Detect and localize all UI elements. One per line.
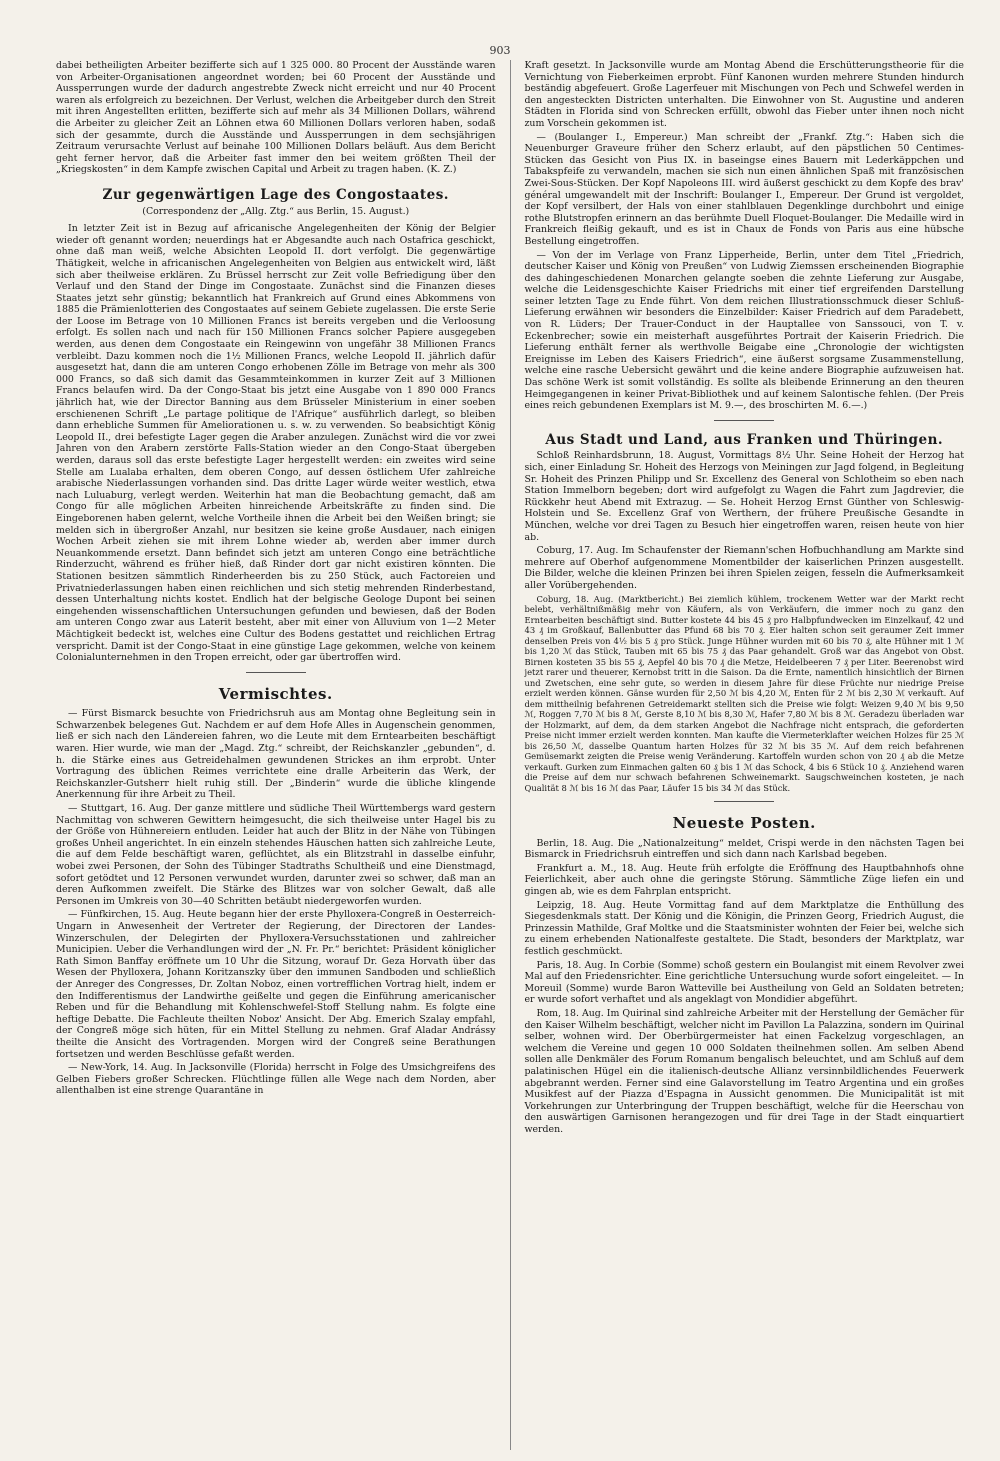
article-strikes-end: dabei betheiligten Arbeiter bezifferte sich auf 1 325 000. 80 Procent der Ausstände waren von Arbeiter-Organisationen angeordnet worden; bei 60 Procent der Ausstände und Aussperrungen wurde der dadurch angestrebte Zweck nicht erreicht und nur 40 Procent waren als erfolgreich zu bezeichnen. Der Verlust, welchen die Arbeitgeber durch den Streit mit ihren Angestellten erlitten, bezifferte sich auf mehr als 34 Millionen Dollars, während die Arbeiter zu gleicher Zeit an Löhnen etwa 60 Millionen Dollars verloren haben, sodaß sich der gesammte, durch die Ausstände und Aussperrungen in dem sechsjährigen Zeitraum verursachte Verlust auf beinahe 100 Millionen Dollars beläuft. Aus dem Bericht geht ferner hervor, daß die Arbeiter fast immer den bei weitem größten Theil der „Kriegskosten“ in dem Kampfe zwischen Capital und Arbeit zu tragen haben. (K. Z.): [56, 60, 496, 176]
columns: [56, 60, 964, 1450]
divider: [714, 801, 774, 802]
news-rom: Rom, 18. Aug. Im Quirinal sind zahlreiche Arbeiter mit der Herstellung der Gemächer für den Kaiser Wilhelm beschäftigt, welcher nicht im Pavillon La Palazzina, sondern im Quirinal selber, wohnen wird. Der Oberbürgermeister hat einen Fackelzug vorgeschlagen, an welchem die Vereine und gegen 10 000 Soldaten theilnehmen sollen. Am selben Abend sollen alle Denkmäler des Forum Romanum bengalisch beleuchtet, und am Schluß auf dem palatinischen Hügel ein die italienisch-deutsche Allianz versinnbildlichendes Feuerwerk abgebrannt werden. Ferner sind eine Galavorstellung im Teatro Argentina und ein großes Musikfest auf der Piazza d'Espagna in Aussicht genommen. Die Municipalität ist mit Vorkehrungen zur Unterbringung der Truppen beschäftigt, welche für die Heerschau von den auswärtigen Garnisonen herangezogen und für drei Tage in der Stadt einquartiert werden.: [524, 1007, 964, 1135]
article-coburg-1: Coburg, 17. Aug. Im Schaufenster der Riemann'schen Hofbuchhandlung am Markte sind mehrere auf Oberhof aufgenommene Momentbilder der kaiserlichen Prinzen ausgestellt. Die Bilder, welche die kleinen Prinzen bei ihren Spielen zeigen, fesseln die Aufmerksamkeit aller Vorübergehenden.: [524, 545, 964, 591]
article-boulanger: — (Boulanger I., Empereur.) Man schreibt der „Frankf. Ztg.“: Haben sich die Neuenburger Graveure früher den Scherz erlaubt, auf den päpstlichen 50 Centimes-Stücken das Gesicht von Pius IX. in baseingse eines Bauern mit Lederkäppchen und Tabakspfeife zu verwandeln, machen sie sich nun einen ähnlichen Spaß mit französischen Zwei-Sous-Stücken. Der Kopf Napoleons III. wird äußerst geschickt zu dem Kopfe des brav' général umgewandelt mit der Inschrift: Boulanger I., Empereur. Der Grund ist vergoldet, der Kopf versilbert, der Hals von einer stahlblauen Degenklinge durchbohrt und einige rothe Blutstropfen erinnern an das berühmte Duell Floquet-Boulanger. Die Medaille wird in Frankreich fleißig gekauft, und es ist in Chaux de Fonds von Paris aus eine hübsche Bestellung eingetroffen.: [524, 131, 964, 247]
column-rule: [510, 60, 511, 1450]
dateline-congo: (Correspondenz der „Allg. Ztg.“ aus Berlin, 15. August.): [142, 205, 410, 217]
article-coburg-market: Coburg, 18. Aug. (Marktbericht.) Bei ziemlich kühlem, trockenem Wetter war der Markt recht belebt, verhältnißmäßig mehr von Käufern, als von Verkäufern, die immer noch zu ganz den Erntearbeiten beschäftigt sind. Butter kostete 44 bis 45 ₰ pro Halbpfundwecken im Einzelkauf, 42 und 43 ₰ im Großkauf, Ballenbutter das Pfund 68 bis 70 ₰. Eier halten schon seit geraumer Zeit immer denselben Preis von 4½ bis 5 ₰ pro Stück. Junge Hühner wurden mit 60 bis 70 ₰, alte Hühner mit 1 ℳ bis 1,20 ℳ das Stück, Tauben mit 65 bis 75 ₰ das Paar gehandelt. Groß war das Angebot von Obst. Birnen kosteten 35 bis 55 ₰, Aepfel 40 bis 70 ₰ die Metze, Heidelbeeren 7 ₰ per Liter. Beerenobst wird jetzt rarer und theuerer, Kernobst tritt in die Saison. Da die Ernte, namentlich hinsichtlich der Birnen und Zwetschen, eine sehr gute, so werden in diesem Jahre für diese Früchte nur niedrige Preise erzielt werden können. Gänse wurden für 2,50 ℳ bis 4,20 ℳ, Enten für 2 ℳ bis 2,30 ℳ verkauft. Auf dem mittheilnig befahrenen Getreidemarkt stellten sich die Preise wie folgt: Weizen 9,40 ℳ bis 9,50 ℳ, Roggen 7,70 ℳ bis 8 ℳ, Gerste 8,10 ℳ bis 8,30 ℳ, Hafer 7,80 ℳ bis 8 ℳ. Geradezu überladen war der Holzmarkt, auf dem, da dem starken Angebot die Nachfrage nicht entsprach, die geforderten Preise nicht immer erzielt werden konnten. Man kaufte die Viermeterklafter weichen Holzes für 25 ℳ bis 26,50 ℳ, dasselbe Quantum harten Holzes für 32 ℳ bis 35 ℳ. Auf dem reich befahrenen Gemüsemarkt zeigten die Preise wenig Veränderung. Kartoffeln wurden schon von 20 ₰ ab die Metze verkauft. Gurken zum Einmachen galten 60 ₰ bis 1 ℳ das Schock, 4 bis 6 Stück 10 ₰. Anziehend waren die Preise auf dem nur schwach befahrenen Schweinemarkt. Saugschweinchen kosteten, je nach Qualität 8 ℳ bis 16 ℳ das Paar, Läufer 15 bis 34 ℳ das Stück.: [524, 593, 964, 793]
article-biography: — Von der im Verlage von Franz Lipperheide, Berlin, unter dem Titel „Friedrich, deutscher Kaiser und König von Preußen“ von Ludwig Ziemssen erscheinenden Biographie des dahingeschiedenen Monarchen gelangte soeben die zehnte Lieferung zur Ausgabe, welche die Leidensgeschichte Kaiser Friedrichs mit einer tief ergreifenden Darstellung seiner letzten Tage zu Ende führt. Von dem reichen Illustrationsschmuck dieser Schluß-Lieferung erwähnen wir besonders die Einzelbilder: Kaiser Friedrich auf dem Paradebett, von R. Lüders; Der Trauer-Conduct in der Hauptallee von Sanssouci, von T. v. Eckenbrecher; sowie ein meisterhaft ausgeführtes Portrait der Kaiserin Friedrich. Die Lieferung enthält ferner als werthvolle Beigabe eine „Chronologie der wichtigsten Ereignisse im Leben des Kaisers Friedrich“, eine äußerst sorgsame Zusammenstellung, welche eine rasche Uebersicht gewährt und die keine andere Biographie aufzuweisen hat. Das schöne Werk ist somit vollständig. Es sollte als bleibende Erinnerung an den theuren Heimgegangenen in keiner Privat-Bibliothek und auf keinem Salontische fehlen. (Der Preis eines reich gebundenen Exemplars ist M. 9.—, des broschirten M. 6.—.): [524, 249, 964, 412]
article-newyork: — New-York, 14. Aug. In Jacksonville (Florida) herrscht in Folge des Umsichgreifens des Gelben Fiebers großer Schrecken. Flüchtlinge füllen alle Wege nach dem Norden, aber allenthalben ist eine strenge Quarantäne in: [56, 1062, 496, 1097]
heading-vermischtes: Vermischtes.: [218, 684, 333, 703]
page-number: 903: [489, 44, 511, 57]
article-stuttgart: — Stuttgart, 16. Aug. Der ganze mittlere und südliche Theil Württembergs ward gestern Nachmittag von schweren Gewittern heimgesucht, die sich theilweise unter Hagel bis zu der Größe von Hühnereiern entluden. Leider hat auch der Blitz in der Nähe von Tübingen großes Unheil angerichtet. In ein einzeln stehendes Häuschen hatten sich zahlreiche Leute, die auf dem Felde beschäftigt waren, geflüchtet, als ein Blitzstrahl in dasselbe einfuhr, wobei zwei Personen, der Sohn des Tübinger Stadtraths Schultheiß und eine Dienstmagd, sofort getödtet und 12 Personen verwundet wurden, darunter zwei so schwer, daß man an deren Aufkommen zweifelt. Die Stärke des Blitzes war von solcher Gewalt, daß alle Personen im Umkreis von 30—40 Schritten betäubt niedergeworfen wurden.: [56, 803, 496, 907]
article-congo: In letzter Zeit ist in Bezug auf africanische Angelegenheiten der König der Belgier wieder oft genannt worden; neuerdings hat er Abgesandte auch nach Ostafrica geschickt, ohne daß man weiß, welche Absichten Leopold II. dort verfolgt. Die gegenwärtige Thätigkeit, welche in africanischen Angelegenheiten von Belgien aus entwickelt wird, läßt sich aber theilweise erklären. Zu Brüssel herrscht zur Zeit volle Befriedigung über den Verlauf und den Stand der Dinge im Congostaate. Zunächst sind die Finanzen dieses Staates jetzt sehr günstig; bekanntlich hat Frankreich auf Grund eines Abkommens von 1885 die Prämienlotterien des Congostaates auf seinem Gebiete zugelassen. Die erste Serie der Loose im Betrage von 10 Millionen Francs ist bereits vergeben und die Verloosung erfolgt. Es sollen nach und nach für 150 Millionen Francs solcher Papiere ausgegeben werden, aus denen dem Congostaate ein Reingewinn von ungefähr 38 Millionen Francs verbleibt. Dazu kommen noch die 1½ Millionen Francs, welche Leopold II. jährlich dafür ausgesetzt hat, dann die am unteren Congo erhobenen Zölle im Betrage von mehr als 300 000 Francs, so daß sich damit das Gesammteinkommen in kurzer Zeit auf 3 Millionen Francs belaufen wird. Da der Congo-Staat bis jetzt eine Ausgabe von 1 890 000 Francs jährlich hat, wie der Director Banning aus dem Brüsseler Ministerium in einer soeben erschienenen Schrift „Le partage politique de l'Afrique“ ausführlich darlegt, so bleiben dann erhebliche Summen für Ameliorationen u. s. w. zu verwenden. So beabsichtigt König Leopold II., drei befestigte Lager gegen die Araber anzulegen. Zunächst wird die vor zwei Jahren von den Arabern zerstörte Falls-Station wieder an den Congo-Staat übergeben werden, daraus soll das erste befestigte Lager hergestellt werden: ein zweites wird seine Stelle am Lualaba erhalten, dem oberen Congo, auf dessen östlichem Ufer zahlreiche arabische Niederlassungen vorhanden sind. Das dritte Lager würde weiter westlich, etwa nach Luluaburg, verlegt werden. Weiterhin hat man die Beobachtung gemacht, daß am Congo für alle möglichen Arbeiten hinreichende Arbeitskräfte zu finden sind. Die Eingeborenen haben gelernt, welche Vortheile ihnen die Arbeit bei den Weißen bringt; sie melden sich in übergroßer Anzahl, nur besitzen sie keine große Ausdauer, nach einigen Wochen Arbeit ziehen sie mit ihrem Lohne wieder ab, werden aber immer durch Neuankommende ersetzt. Dann befindet sich jetzt am unteren Congo eine beträchtliche Rinderzucht, während es früher hieß, daß Rinder dort gar nicht existiren könnten. Die Stationen besitzen sämmtlich Rinderheerden bis zu 250 Stück, auch Factoreien und Privatniederlassungen haben einen reichlichen und sich stetig mehrenden Rinderbestand, dessen Unterhaltung nichts kostet. Endlich hat der belgische Geologe Dupont bei seinen eingehenden wissenschaftlichen Untersuchungen gefunden und bewiesen, daß der Boden am unteren Congo zwar aus Laterit besteht, aber mit einer von Alluvium von 1—2 Meter Mächtigkeit bedeckt ist, welches eine Cultur des Bodens gestattet und reichlichen Ertrag verspricht. Damit ist der Congo-Staat in eine günstige Lage gekommen, welche von keinem Colonialunternehmen in den Tropen erreicht, oder gar übertroffen wird.: [56, 223, 496, 664]
heading-congo: Zur gegenwärtigen Lage des Congostaates.: [102, 186, 449, 203]
news-frankfurt: Frankfurt a. M., 18. Aug. Heute früh erfolgte die Eröffnung des Hauptbahnhofs ohne Feierlichkeit, aber auch ohne die geringste Störung. Sämmtliche Züge liefen ein und gingen ab, wie es dem Fahrplan entspricht.: [524, 862, 964, 897]
article-bismarck: — Fürst Bismarck besuchte von Friedrichsruh aus am Montag ohne Begleitung sein in Schwarzenbek belegenes Gut. Nachdem er auf dem Hofe Alles in Augenschein genommen, ließ er sich nach den Ländereien fahren, wo die Leute mit dem Erntearbeiten beschäftigt waren. Hier wurde, wie man der „Magd. Ztg.“ schreibt, der Reichskanzler „gebunden“, d. h. die Stärke eines aus Getreidehalmen gewundenen Strickes an ihm erprobt. Unter Vortragung des üblichen Reimes verrichtete eine dralle Arbeiterin das Werk, der Reichskanzler-Gutsherr hielt ruhig still. Der „Binderin“ wurde die übliche klingende Anerkennung für ihre Arbeit zu Theil.: [56, 708, 496, 801]
left-column: [56, 60, 496, 1450]
news-berlin: Berlin, 18. Aug. Die „Nationalzeitung“ meldet, Crispi werde in den nächsten Tagen bei Bismarck in Friedrichsruh eintreffen und sich dann nach Karlsbad begeben.: [524, 837, 964, 861]
article-newyork-cont: Kraft gesetzt. In Jacksonville wurde am Montag Abend die Erschütterungstheorie für die Vernichtung von Fieberkeimen erprobt. Fünf Kanonen wurden mehrere Stunden hindurch beständig abgefeuert. Große Lagerfeuer mit Mischungen von Pech und Schwefel werden in den angesteckten Districten unterhalten. Die Einwohner von St. Augustine und anderen Städten in Florida sind von Schrecken erfüllt, obwohl das Fieber unter ihnen noch nicht zum Vorschein gekommen ist.: [524, 60, 964, 129]
article-fuenfkirchen: — Fünfkirchen, 15. Aug. Heute begann hier der erste Phylloxera-Congreß in Oesterreich-Ungarn in Anwesenheit der Vertreter der Regierung, der Directoren der Landes-Winzerschulen, der Delegirten der Phylloxera-Versuchsstationen und zahlreicher Municipien. Ueber die Verhandlungen wird der „N. Fr. Pr.“ berichtet: Präsident königlicher Rath Simon Banffay eröffnete um 10 Uhr die Sitzung, worauf Dr. Geza Horvath über das Wesen der Phylloxera, Johann Koritzanszky über den immunen Sandboden und schließlich der Anreger des Congresses, Dr. Zoltan Noboz, einen vortrefflichen Vortrag hielt, indem er den Indifferentismus der Landwirthe geißelte und gegen die Einführung americanischer Reben und für die Behandlung mit Kohlenschwefel-Stoff Stellung nahm. Es folgte eine heftige Debatte. Die Fachleute theilten Noboz' Ansicht. Der Abg. Emerich Szalay empfahl, der Congreß möge sich hüten, für ein Mittel Stellung zu nehmen. Graf Aladar Andrássy theilte die Ansicht des Vortragenden. Morgen wird der Congreß seine Berathungen fortsetzen und werden Beschlüsse gefaßt werden.: [56, 909, 496, 1060]
heading-stadt-land: Aus Stadt und Land, aus Franken und Thüringen.: [545, 431, 944, 448]
right-column: [524, 60, 964, 1450]
divider: [714, 420, 774, 421]
news-leipzig: Leipzig, 18. Aug. Heute Vormittag fand auf dem Marktplatze die Enthüllung des Siegesdenkmals statt. Der König und die Königin, die Prinzen Georg, Friedrich August, die Prinzessin Mathilde, Graf Moltke und die Staatsminister wohnten der Feier bei, welche sich zu einem erhebenden Nationalfeste gestaltete. Die Stadt, besonders der Marktplatz, war festlich geschmückt.: [524, 899, 964, 957]
article-reinhardsbrunn: Schloß Reinhardsbrunn, 18. August, Vormittags 8½ Uhr. Seine Hoheit der Herzog hat sich, einer Einladung Sr. Hoheit des Herzogs von Meiningen zur Jagd folgend, in Begleitung Sr. Hoheit des Prinzen Philipp und Sr. Excellenz des General von Schlotheim so eben nach Station Immelborn begeben; dort wird aufgefolgt zu Wagen die Fahrt zum Jagdrevier, die Rückkehr heut Abend mit Extrazug. — Se. Hoheit Herzog Ernst Günther von Schleswig-Holstein und Se. Excellenz Graf von Werthern, der frühere Preußische Gesandte in München, welche vor drei Tagen zu Besuch hier eingetroffen waren, reisen heute von hier ab.: [524, 450, 964, 543]
heading-neueste-posten: Neueste Posten.: [672, 814, 816, 833]
news-paris: Paris, 18. Aug. In Corbie (Somme) schoß gestern ein Boulangist mit einem Revolver zwei Mal auf den Friedensrichter. Eine gerichtliche Untersuchung wurde sofort eingeleitet. — In Moreuil (Somme) wurde Baron Watteville bei Austheilung von Geld an Soldaten betreten; er wurde sofort verhaftet und als angeklagt von Mondidier abgeführt.: [524, 959, 964, 1006]
divider: [246, 672, 306, 673]
